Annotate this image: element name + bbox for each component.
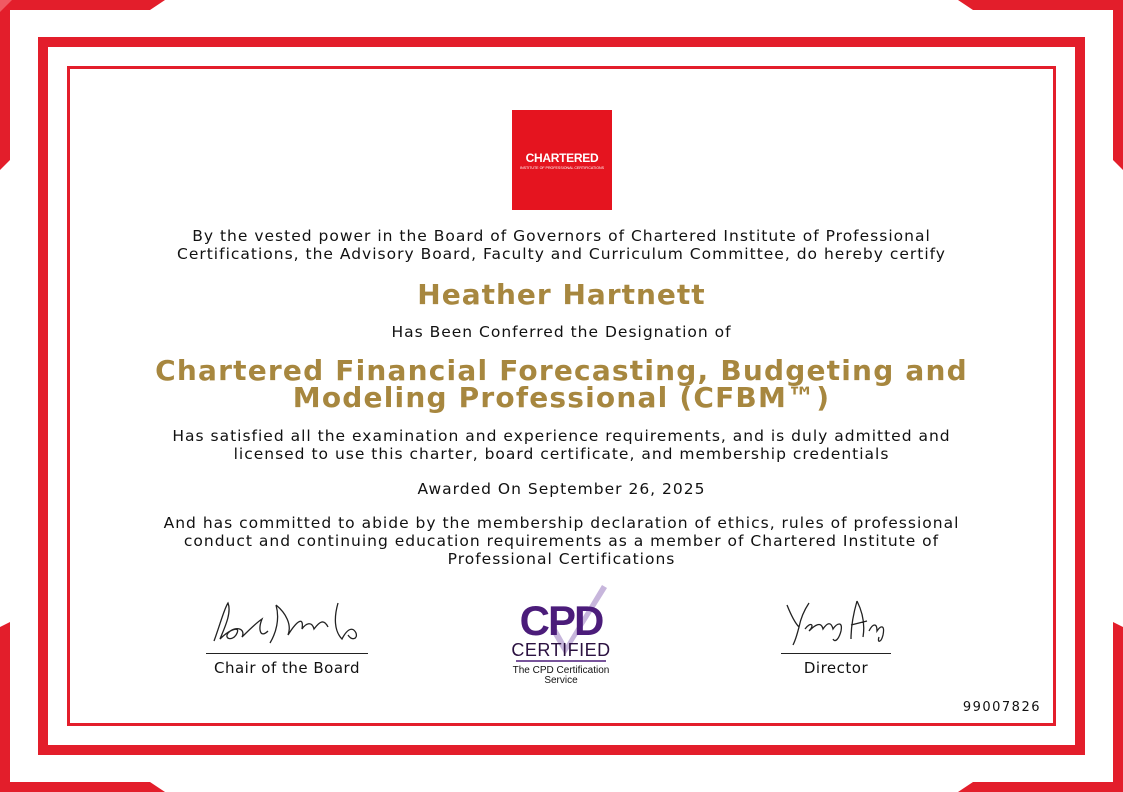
signature-chair bbox=[206, 595, 368, 649]
designation-title bbox=[0, 354, 1123, 414]
cpd-certified: CERTIFIED bbox=[511, 640, 611, 660]
signature-block-director bbox=[781, 595, 891, 677]
logo-tagline: INSTITUTE OF PROFESSIONAL CERTIFICATIONS bbox=[520, 165, 604, 170]
requirements-text bbox=[0, 427, 1123, 463]
cpd-line-2: Service bbox=[544, 675, 578, 685]
signature-block-chair bbox=[206, 595, 368, 677]
requirements-line: licensed to use this charter, board certificate, and membership credentials bbox=[233, 445, 890, 463]
designation-line: Chartered Financial Forecasting, Budgeting and bbox=[155, 354, 968, 387]
preamble-line: By the vested power in the Board of Governors of Chartered Institute of Professional bbox=[192, 227, 931, 245]
commitment-text bbox=[0, 514, 1123, 568]
signature-line bbox=[781, 653, 891, 654]
requirements-line: Has satisfied all the examination and experience requirements, and is duly admitted and bbox=[172, 427, 951, 445]
preamble bbox=[0, 227, 1123, 263]
preamble-line: Certifications, the Advisory Board, Faculty and Curriculum Committee, do hereby certify bbox=[177, 245, 946, 263]
director-title: Director bbox=[803, 659, 869, 677]
logo-wordmark: CHARTERED bbox=[525, 150, 599, 165]
commitment-line: Professional Certifications bbox=[447, 550, 676, 568]
designation-line: Modeling Professional (CFBM™) bbox=[292, 381, 831, 414]
cpd-certified-badge bbox=[505, 585, 620, 685]
commitment-line: And has committed to abide by the membership declaration of ethics, rules of professional bbox=[163, 514, 960, 532]
cpd-line-1: The CPD Certification bbox=[512, 665, 610, 676]
commitment-line: conduct and continuing education requirements as a member of Chartered Institute of bbox=[183, 532, 940, 550]
recipient-name: Heather Hartnett bbox=[417, 278, 706, 311]
certificate-number: 99007826 bbox=[962, 700, 1041, 715]
chair-title: Chair of the Board bbox=[214, 659, 360, 677]
awarded-date: Awarded On September 26, 2025 bbox=[417, 480, 706, 498]
signature-director bbox=[781, 595, 891, 649]
cpd-mark: CPD bbox=[519, 597, 603, 644]
conferred-text: Has Been Conferred the Designation of bbox=[391, 323, 732, 341]
chartered-logo bbox=[512, 110, 612, 210]
signature-line bbox=[206, 653, 368, 654]
